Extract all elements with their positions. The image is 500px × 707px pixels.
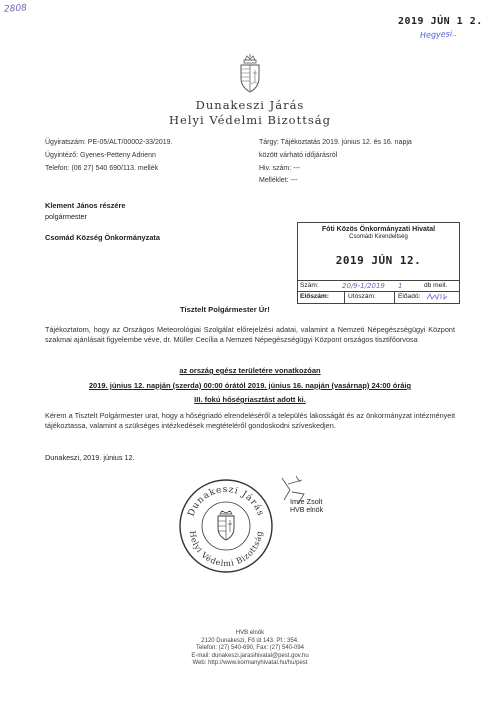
body-paragraph-1: Tájékoztatom, hogy az Országos Meteorológiai Szolgálat előrejelzési adatai, valamint a Nemzeti Népegészségügyi Központ szakmai ajánlásait figyelembe véve, dr. Müller Cecília a Nemzeti Népegészségügyi Központ országos tisztifőorvosa (45, 325, 455, 345)
handwritten-note: Hegyesi.. (419, 29, 458, 40)
official-seal (178, 478, 274, 574)
footer-web: Web: http://www.kormanyhivatal.hu/hu/pest (192, 660, 308, 667)
subject-line-2: között várható időjárásról (259, 151, 338, 159)
coat-of-arms-icon (236, 54, 264, 94)
footer-address: 2120 Dunakeszi, Fő út 143. Pf.: 354. (201, 637, 299, 644)
date-place: Dunakeszi, 2019. június 12. (45, 453, 135, 462)
issuer-name: Dunakeszi Járás (195, 98, 305, 112)
seal-bottom-text: Helyi Védelmi Bizottság (187, 530, 265, 569)
footer-email: E-mail: dunakeszi.jarasihivatal@pest.gov.hu (191, 652, 309, 659)
alert-level-line: III. fokú hőségriasztást adott ki. (194, 395, 306, 404)
scope-line: az ország egész területére vonatkozóan (179, 366, 321, 375)
period-line: 2019. június 12. napján (szerda) 00:00 órától 2019. június 16. napján (vasárnap) 24:00 óráig (88, 381, 412, 390)
phone: Telefon: (06 27) 540 690/113. mellék (45, 164, 159, 172)
officer-handwritten (426, 292, 448, 304)
attachments-label: db mell. (424, 282, 448, 289)
seal-top-text: Dunakeszi Járás (186, 484, 266, 519)
registry-row-number (298, 280, 459, 291)
attachment: Melléklet: --- (259, 177, 298, 185)
signer-name: Imre Zsolt (290, 497, 323, 506)
recipient-name: Klement János részére (45, 201, 126, 210)
prior-number-label: Előszám: (300, 293, 329, 300)
body-paragraph-2: Kérem a Tisztelt Polgármester urat, hogy a hőségriadó elrendeléséről a település lakosságát és az önkormányzat intézményeit tájékoztassa, valamint a szükséges intézkedések megtételéről gondoskodni szíveskedjen. (45, 411, 455, 431)
attachment-count-handwritten: 1 (398, 282, 403, 290)
number-label: Szám: (300, 282, 319, 289)
footer (0, 630, 500, 668)
salutation: Tisztelt Polgármester Úr! (180, 305, 270, 314)
registry-office: Fóti Közös Önkormányzati Hivatal (321, 226, 436, 233)
case-officer: Ügyintéző: Gyenes-Petteny Adrienn (45, 151, 156, 159)
footer-phone: Telefon: (27) 540-690, Fax: (27) 540-094 (195, 645, 305, 652)
following-number-label: Utószám: (344, 292, 376, 303)
registry-number-handwritten: 20/9-1/2019 (342, 282, 385, 290)
registry-stamp (297, 222, 460, 304)
footer-role: HVB elnök (235, 630, 265, 636)
meta-left (45, 137, 245, 175)
subject-line-1: Tárgy: Tájékoztatás 2019. június 12. és 16. napja (259, 139, 412, 146)
meta-right (259, 137, 474, 188)
received-date-stamp: 2019 JÚN 1 2. (398, 16, 483, 27)
registry-date: 2019 JÚN 12. (335, 254, 422, 267)
issuer-committee: Helyi Védelmi Bizottság (169, 113, 331, 127)
registry-row-refs (298, 291, 459, 302)
officer-label: Előadó: (394, 292, 420, 303)
registry-branch: Csomádi Kirendeltség (349, 234, 408, 240)
seal-crest-icon (218, 511, 234, 540)
handwritten-number: 2808 (3, 3, 28, 15)
reference-number: Hiv. szám: --- (259, 164, 301, 172)
recipient-role: polgármester (45, 212, 87, 221)
file-number: Ügyiratszám: PE-05/ALT/00002-33/2019. (45, 139, 173, 146)
recipient-organization: Csomád Község Önkormányzata (45, 233, 160, 242)
signer-title: HVB elnök (290, 507, 324, 514)
